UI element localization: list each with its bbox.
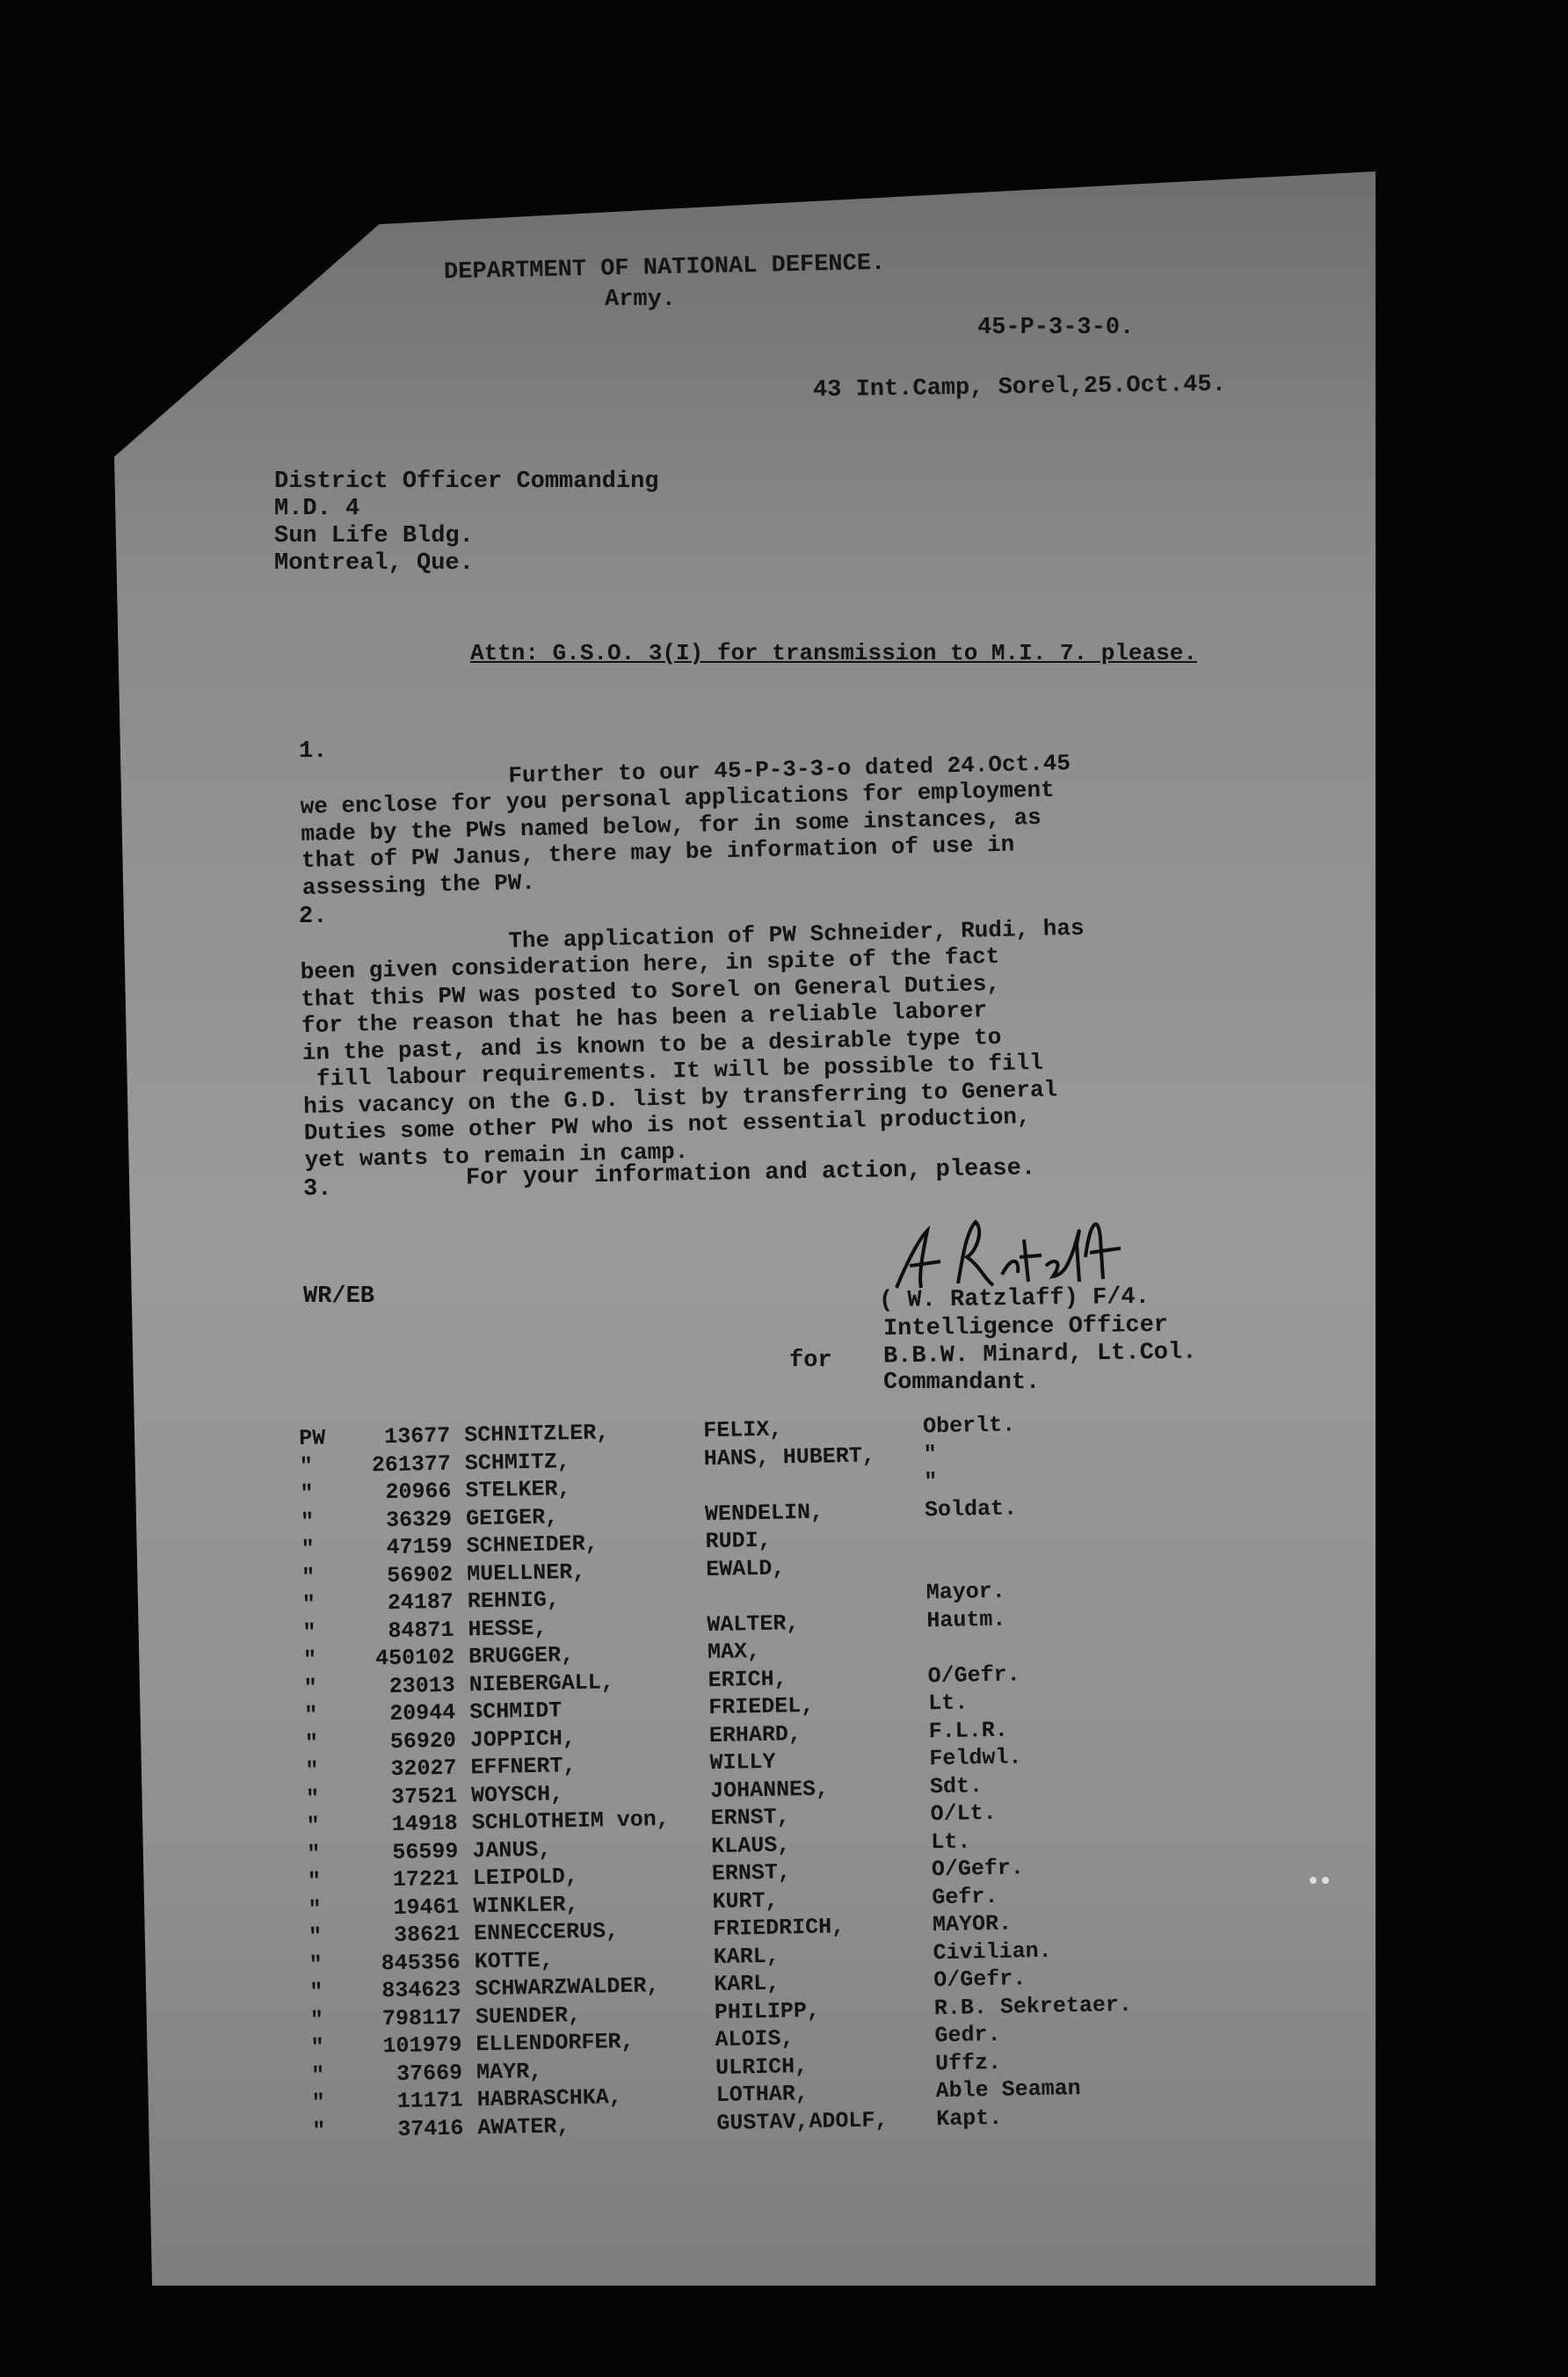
pw-rank: Lt.	[930, 1828, 971, 1855]
pw-rank: F.L.R.	[928, 1717, 1009, 1744]
pw-rank: Able Seaman	[935, 2075, 1081, 2104]
list-item	[306, 1799, 997, 1841]
paragraph-number: 3.	[303, 1176, 332, 1203]
pw-given-name: ERHARD,	[708, 1720, 802, 1748]
pw-marker: "	[307, 1868, 322, 1894]
pw-number: 17221	[392, 1865, 460, 1894]
list-item	[307, 1828, 971, 1868]
pw-number: 14918	[391, 1810, 458, 1838]
pw-marker: "	[301, 1591, 316, 1617]
pw-rank: Lt.	[927, 1690, 969, 1717]
pw-marker: "	[301, 1536, 315, 1562]
list-item	[302, 1606, 1006, 1646]
pw-given-name: KARL,	[713, 1943, 780, 1970]
pw-number: 845356	[381, 1949, 461, 1976]
attention-line: Attn: G.S.O. 3(I) for transmission to M.I. 7. please.	[470, 640, 1197, 666]
pw-given-name: FRIEDRICH,	[712, 1914, 846, 1943]
pw-number: 261377	[371, 1450, 452, 1478]
pw-surname: KOTTE,	[474, 1947, 555, 1974]
pw-number: 23013	[388, 1672, 455, 1699]
pw-marker: "	[302, 1619, 316, 1646]
pw-marker: "	[312, 2118, 326, 2144]
pw-surname: MUELLNER,	[466, 1559, 586, 1587]
commandant-name: B.B.W. Minard, Lt.Col.	[882, 1339, 1197, 1370]
pw-marker: "	[306, 1813, 321, 1839]
pw-marker: "	[310, 2062, 325, 2089]
pw-surname: STELKER,	[465, 1476, 571, 1504]
pw-given-name: PHILIPP,	[714, 1997, 821, 2025]
pw-rank: Kapt.	[935, 2104, 1003, 2132]
pw-rank: Hautm.	[926, 1606, 1006, 1633]
pw-given-name: MAX,	[707, 1638, 761, 1666]
pw-number: 24187	[387, 1588, 454, 1617]
pw-number: 11171	[396, 2087, 464, 2114]
paragraph-number: 1.	[299, 738, 328, 765]
list-item	[312, 2104, 1003, 2145]
list-item	[304, 1690, 969, 1730]
signatory-title: Intelligence Officer	[882, 1312, 1169, 1343]
pw-surname: SCHNITZLER,	[463, 1420, 610, 1449]
pw-marker: "	[305, 1785, 320, 1812]
pw-surname: EFFNERT,	[470, 1753, 577, 1781]
addressee-line: Sun Life Bldg.	[274, 523, 474, 549]
list-item	[301, 1578, 1006, 1619]
pw-number: 36329	[385, 1506, 453, 1533]
pw-surname: HABRASCHKA,	[476, 2084, 623, 2113]
department-heading: DEPARTMENT OF NATIONAL DEFENCE.	[443, 250, 886, 287]
pw-given-name: KLAUS,	[710, 1831, 791, 1859]
pw-given-name: WILLY	[709, 1748, 776, 1777]
pw-number: 20944	[389, 1699, 456, 1727]
pw-rank: O/Gefr.	[931, 1855, 1025, 1883]
list-item	[304, 1717, 1009, 1757]
pw-marker: "	[299, 1453, 314, 1479]
pw-number: 56902	[386, 1561, 454, 1588]
pw-rank: "	[923, 1441, 938, 1467]
pw-marker: "	[311, 2090, 326, 2116]
pw-given-name: ERNST,	[711, 1859, 792, 1887]
pw-given-name: EWALD,	[705, 1554, 786, 1582]
pw-rank: Mayor.	[926, 1578, 1006, 1606]
pw-marker: "	[302, 1646, 317, 1673]
pw-given-name: FRIEDEL,	[708, 1692, 815, 1721]
pw-number: 19461	[393, 1894, 460, 1921]
paragraph-2	[299, 888, 1090, 1201]
list-item	[299, 1412, 1016, 1453]
pw-marker: "	[305, 1757, 319, 1784]
pw-surname: HESSE,	[468, 1615, 548, 1642]
for-label: for	[789, 1348, 832, 1374]
pw-surname: JANUS,	[472, 1836, 552, 1864]
pw-rank: O/Gefr.	[927, 1661, 1020, 1689]
pw-given-name: LOTHAR,	[715, 2081, 809, 2109]
pw-number: 101979	[382, 2032, 462, 2060]
pw-surname: AWATER,	[477, 2112, 570, 2141]
list-item	[305, 1772, 984, 1813]
list-item	[305, 1744, 1022, 1785]
list-item	[310, 2049, 1002, 2090]
pw-number: 56920	[389, 1727, 457, 1755]
pw-marker: "	[308, 1896, 322, 1923]
pw-marker: "	[300, 1480, 314, 1507]
pw-surname: WINKLER,	[473, 1891, 579, 1919]
pw-surname: LEIPOLD,	[472, 1863, 579, 1892]
paragraph-number: 2.	[299, 904, 328, 930]
pw-number: 450102	[374, 1644, 455, 1672]
pw-surname: REHNIG,	[467, 1587, 561, 1615]
list-item	[299, 1441, 938, 1480]
pw-given-name: KARL,	[714, 1970, 780, 1998]
pw-marker: "	[304, 1730, 319, 1756]
pw-given-name: ERNST,	[710, 1804, 790, 1832]
list-item	[308, 1883, 998, 1923]
pw-given-name: HANS, HUBERT,	[703, 1442, 876, 1472]
pw-given-name: KURT,	[712, 1887, 779, 1915]
paragraph-text: Further to our 45-P-3-3-o dated 24.Oct.45 we enclose for you personal applications for employment made by the PWs named below, for in some instances, as that of PW Janus, there may be information of use in assessing the PW.	[300, 749, 1071, 901]
pw-surname: SCHNEIDER,	[466, 1530, 599, 1559]
pw-given-name: ULRICH,	[715, 2053, 809, 2081]
pw-rank: R.B. Sekretaer.	[933, 1991, 1133, 2021]
pw-given-name: WALTER,	[707, 1610, 800, 1638]
pw-marker: "	[309, 1979, 323, 2005]
pw-given-name: WENDELIN,	[704, 1499, 824, 1527]
list-item	[307, 1855, 1025, 1896]
commandant-title: Commandant.	[883, 1370, 1041, 1396]
pw-number: 37521	[390, 1783, 458, 1810]
pw-marker: "	[309, 2007, 324, 2033]
pw-marker: PW	[299, 1425, 326, 1451]
pw-number: 798117	[381, 2004, 462, 2032]
list-item	[300, 1469, 938, 1508]
pw-marker: "	[303, 1675, 318, 1701]
pw-rank: Gefr.	[932, 1883, 998, 1910]
pw-number: 56599	[392, 1838, 459, 1865]
pw-surname: SCHMITZ,	[464, 1448, 571, 1476]
pw-given-name: RUDI,	[705, 1527, 772, 1555]
pw-given-name: JOHANNES,	[709, 1776, 830, 1804]
list-item	[309, 1966, 1027, 2007]
pw-number: 20966	[385, 1478, 452, 1506]
scan-edge-marks	[1310, 1872, 1334, 1888]
typist-initials: WR/EB	[303, 1283, 375, 1310]
file-reference: 45-P-3-3-0.	[977, 315, 1135, 341]
pw-given-name: ERICH,	[708, 1665, 788, 1693]
pw-marker: "	[304, 1702, 318, 1728]
pw-rank: O/Lt.	[930, 1799, 997, 1828]
pw-number: 13677	[383, 1422, 451, 1450]
pw-number: 84871	[388, 1617, 454, 1644]
pw-surname: SCHMIDT	[469, 1697, 563, 1726]
pw-rank: Oberlt.	[922, 1412, 1016, 1440]
pw-surname: JOPPICH,	[469, 1725, 577, 1753]
pw-number: 37416	[397, 2115, 464, 2142]
pw-rank: Feldwl.	[929, 1744, 1022, 1772]
pw-surname: SCHLOTHEIM von,	[471, 1806, 670, 1836]
pw-rank: Civilian.	[933, 1937, 1052, 1966]
addressee-line: District Officer Commanding	[274, 469, 659, 495]
pw-rank: MAYOR.	[932, 1910, 1013, 1938]
pw-rank: Uffz.	[934, 2049, 1002, 2076]
signatory-name: ( W. Ratzlaff) F/4.	[878, 1283, 1151, 1315]
pw-marker: "	[309, 1952, 323, 1978]
pw-rank: Soldat.	[924, 1494, 1018, 1523]
pw-number: 37669	[396, 2060, 463, 2087]
pw-marker: "	[310, 2034, 324, 2061]
pw-number: 47159	[386, 1533, 453, 1561]
list-item	[310, 2021, 1001, 2062]
pw-given-name: GUSTAV,ADOLF,	[716, 2106, 889, 2136]
pw-marker: "	[301, 1564, 316, 1590]
pw-surname: GEIGER,	[465, 1503, 559, 1531]
pw-rank: "	[924, 1469, 938, 1495]
list-item	[303, 1661, 1020, 1702]
pw-marker: "	[308, 1923, 323, 1950]
place-date: 43 Int.Camp, Sorel,25.Oct.45.	[812, 371, 1227, 404]
pw-surname: BRUGGER,	[468, 1642, 575, 1670]
list-item	[302, 1638, 761, 1675]
pw-marker: "	[307, 1841, 321, 1867]
pw-surname: WOYSCH,	[470, 1780, 564, 1808]
pw-surname: ELLENDORFER,	[475, 2028, 635, 2058]
branch-heading: Army.	[605, 287, 677, 313]
pw-number: 32027	[390, 1755, 457, 1783]
pw-rank: O/Gefr.	[933, 1966, 1027, 1994]
pw-surname: NIEBERGALL,	[468, 1668, 614, 1697]
pw-rank: Sdt.	[929, 1772, 984, 1799]
pw-surname: SCHWARZWALDER,	[475, 1973, 660, 2003]
pw-marker: "	[300, 1508, 315, 1535]
pw-given-name: FELIX,	[702, 1416, 783, 1444]
list-item	[301, 1554, 786, 1591]
addressee-line: M.D. 4	[274, 496, 360, 522]
paragraph-3: For your information and action, please.	[465, 1155, 1036, 1192]
pw-surname: MAYR,	[475, 2058, 543, 2085]
pw-surname: SUENDER,	[475, 2002, 582, 2030]
pw-number: 834623	[381, 1976, 461, 2004]
pw-surname: ENNECCERUS,	[473, 1918, 620, 1947]
list-item	[309, 1991, 1133, 2034]
paragraph-text: The application of PW Schneider, Rudi, has been given consideration here, in spite of the fact that this PW was posted to Sorel on General Duties, for the reason that he has been a reliable laborer in the past, and is known to be a desirable type to fill labour requirements. It will be possible to fill his vacancy on the G.D. list by transferring to General Duties some other PW who is not essential production, yet wants to remain in camp.	[300, 914, 1085, 1174]
pw-number: 38621	[393, 1921, 461, 1949]
pw-given-name: ALOIS,	[715, 2025, 795, 2054]
pw-rank: Gedr.	[934, 2021, 1001, 2049]
addressee-line: Montreal, Que.	[274, 550, 474, 577]
